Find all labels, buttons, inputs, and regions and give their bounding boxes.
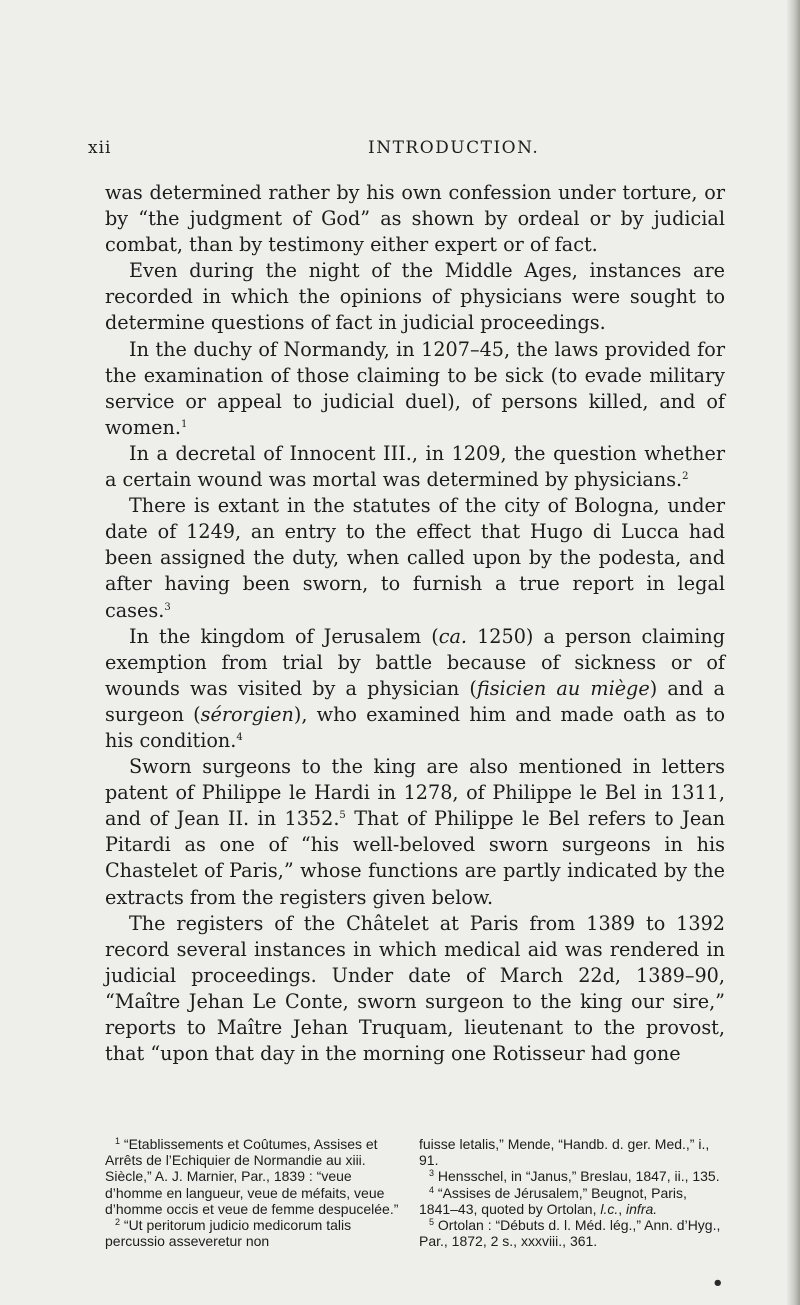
footnotes-left-column <box>105 1136 407 1249</box>
footnote-ref: 1 <box>180 418 188 430</box>
text-run: The registers of the Châtelet at Paris from 1389 to 1392 record several instances in which medical aid was rendered in judicial proceedings. Under date of March 22d, 1389–90, “Maître Jehan Le Conte, sworn surgeon to the king our sire,” reports to Maître Jehan Truquam, lieutenant to the provost, that “upon that day in the morning one Rotisseur had gone <box>105 911 725 1066</box>
text-run: , <box>618 1200 627 1217</box>
footnote-ref: 5 <box>339 810 346 822</box>
footnote <box>105 1136 407 1217</box>
printer-mark: • <box>712 1273 724 1294</box>
page-header <box>0 138 800 164</box>
text-run: “Assises de Jérusalem,” Beugnot, Paris, 1841–43, quoted by Ortolan, <box>419 1184 687 1217</box>
footnote <box>419 1136 727 1168</box>
text-run: Ortolan : “Débuts d. l. Méd. lég.,” Ann. d’Hyg., Par., 1872, 2 s., xxxviii., 361. <box>419 1217 721 1250</box>
text-run: ) and a surgeon ( <box>105 676 725 726</box>
footnote-ref: 3 <box>164 601 171 613</box>
italic-text: sérorgien <box>200 702 294 726</box>
text-run: “Etablissements et Coûtumes, Assises et Arrêts de l’Echiquier de Normandie au xiii. Siècle,” A. J. Marnier, Par., 1839 : “veue d’homme en langueur, veue de méfaits, veue d’homme occis et veue de femme despucelée.” <box>105 1136 399 1217</box>
footnote-number: 2 <box>115 1217 121 1228</box>
text-run: 1250) a person claiming exemption from trial by battle because of sickness or of wounds was visited by a physician ( <box>105 624 725 700</box>
paragraph <box>105 754 725 911</box>
paragraph <box>105 258 725 336</box>
footnote-number: 5 <box>429 1217 435 1228</box>
footnote <box>419 1168 727 1184</box>
footnote <box>105 1217 407 1249</box>
paragraph <box>105 493 725 623</box>
paragraph <box>105 337 725 441</box>
text-run: fuisse letalis,” Mende, “Handb. d. ger. Med.,” i., 91. <box>419 1136 710 1169</box>
italic-text: fisicien au miège <box>476 676 650 700</box>
text-run: “Ut peritorum judicio medicorum talis percussio asseveretur non <box>105 1217 352 1250</box>
text-run: There is extant in the statutes of the city of Bologna, under date of 1249, an entry to the effect that Hugo di Lucca had been assigned the duty, when called upon by the podesta, and after having been sworn, to furnish a true report in legal cases. <box>105 494 725 622</box>
paragraph <box>105 441 725 493</box>
footnotes <box>105 1136 727 1249</box>
text-run: That of Philippe le Bel refers to Jean Pitardi as one of “his well-beloved sworn surgeons in his Chastelet of Paris,” whose functions are partly indicated by the extracts from the registers given below. <box>105 807 725 909</box>
text-run: Even during the night of the Middle Ages, instances are recorded in which the opinions of physicians were sought to determine questions of fact in judicial proceedings. <box>105 259 725 335</box>
text-run: was determined rather by his own confession under torture, or by “the judgment of God” as shown by ordeal or by judicial combat, than by testimony either expert or of fact. <box>105 181 725 257</box>
text-run: In a decretal of Innocent III., in 1209, the question whether a certain wound was mortal was determined by physicians. <box>105 441 725 492</box>
body-text <box>105 180 725 1067</box>
text-run: Hensschel, in “Janus,” Breslau, 1847, ii., 135. <box>437 1168 720 1185</box>
text-run: Sworn surgeons to the king are also mentioned in letters patent of Philippe le Hardi in 1278, of Philippe le Bel in 1311, and of Jean II. in 1352. <box>105 755 725 831</box>
italic-text: l.c. <box>600 1200 619 1217</box>
footnote-ref: 2 <box>682 471 689 483</box>
footnote-ref: 4 <box>236 731 243 743</box>
italic-text: infra. <box>626 1200 658 1217</box>
paragraph <box>105 180 725 258</box>
footnote-number: 1 <box>115 1136 121 1146</box>
text-run: In the duchy of Normandy, in 1207–45, the laws provided for the examination of those claiming to be sick (to evade military service or appeal to judicial duel), of persons killed, and of women. <box>105 337 725 439</box>
paragraph <box>105 624 725 754</box>
italic-text: ca. <box>438 624 468 648</box>
text-run: In the kingdom of Jerusalem ( <box>129 624 439 648</box>
running-head: INTRODUCTION. <box>368 138 540 158</box>
footnote-number: 3 <box>429 1168 435 1179</box>
footnote <box>419 1185 727 1217</box>
text-run: ), who examined him and made oath as to his condition. <box>105 702 725 752</box>
footnote <box>419 1217 727 1249</box>
footnote-number: 4 <box>429 1184 435 1195</box>
footnotes-right-column <box>419 1136 727 1249</box>
page-number: xii <box>88 138 112 158</box>
paragraph <box>105 911 725 1068</box>
page-edge-shadow <box>786 0 800 1305</box>
